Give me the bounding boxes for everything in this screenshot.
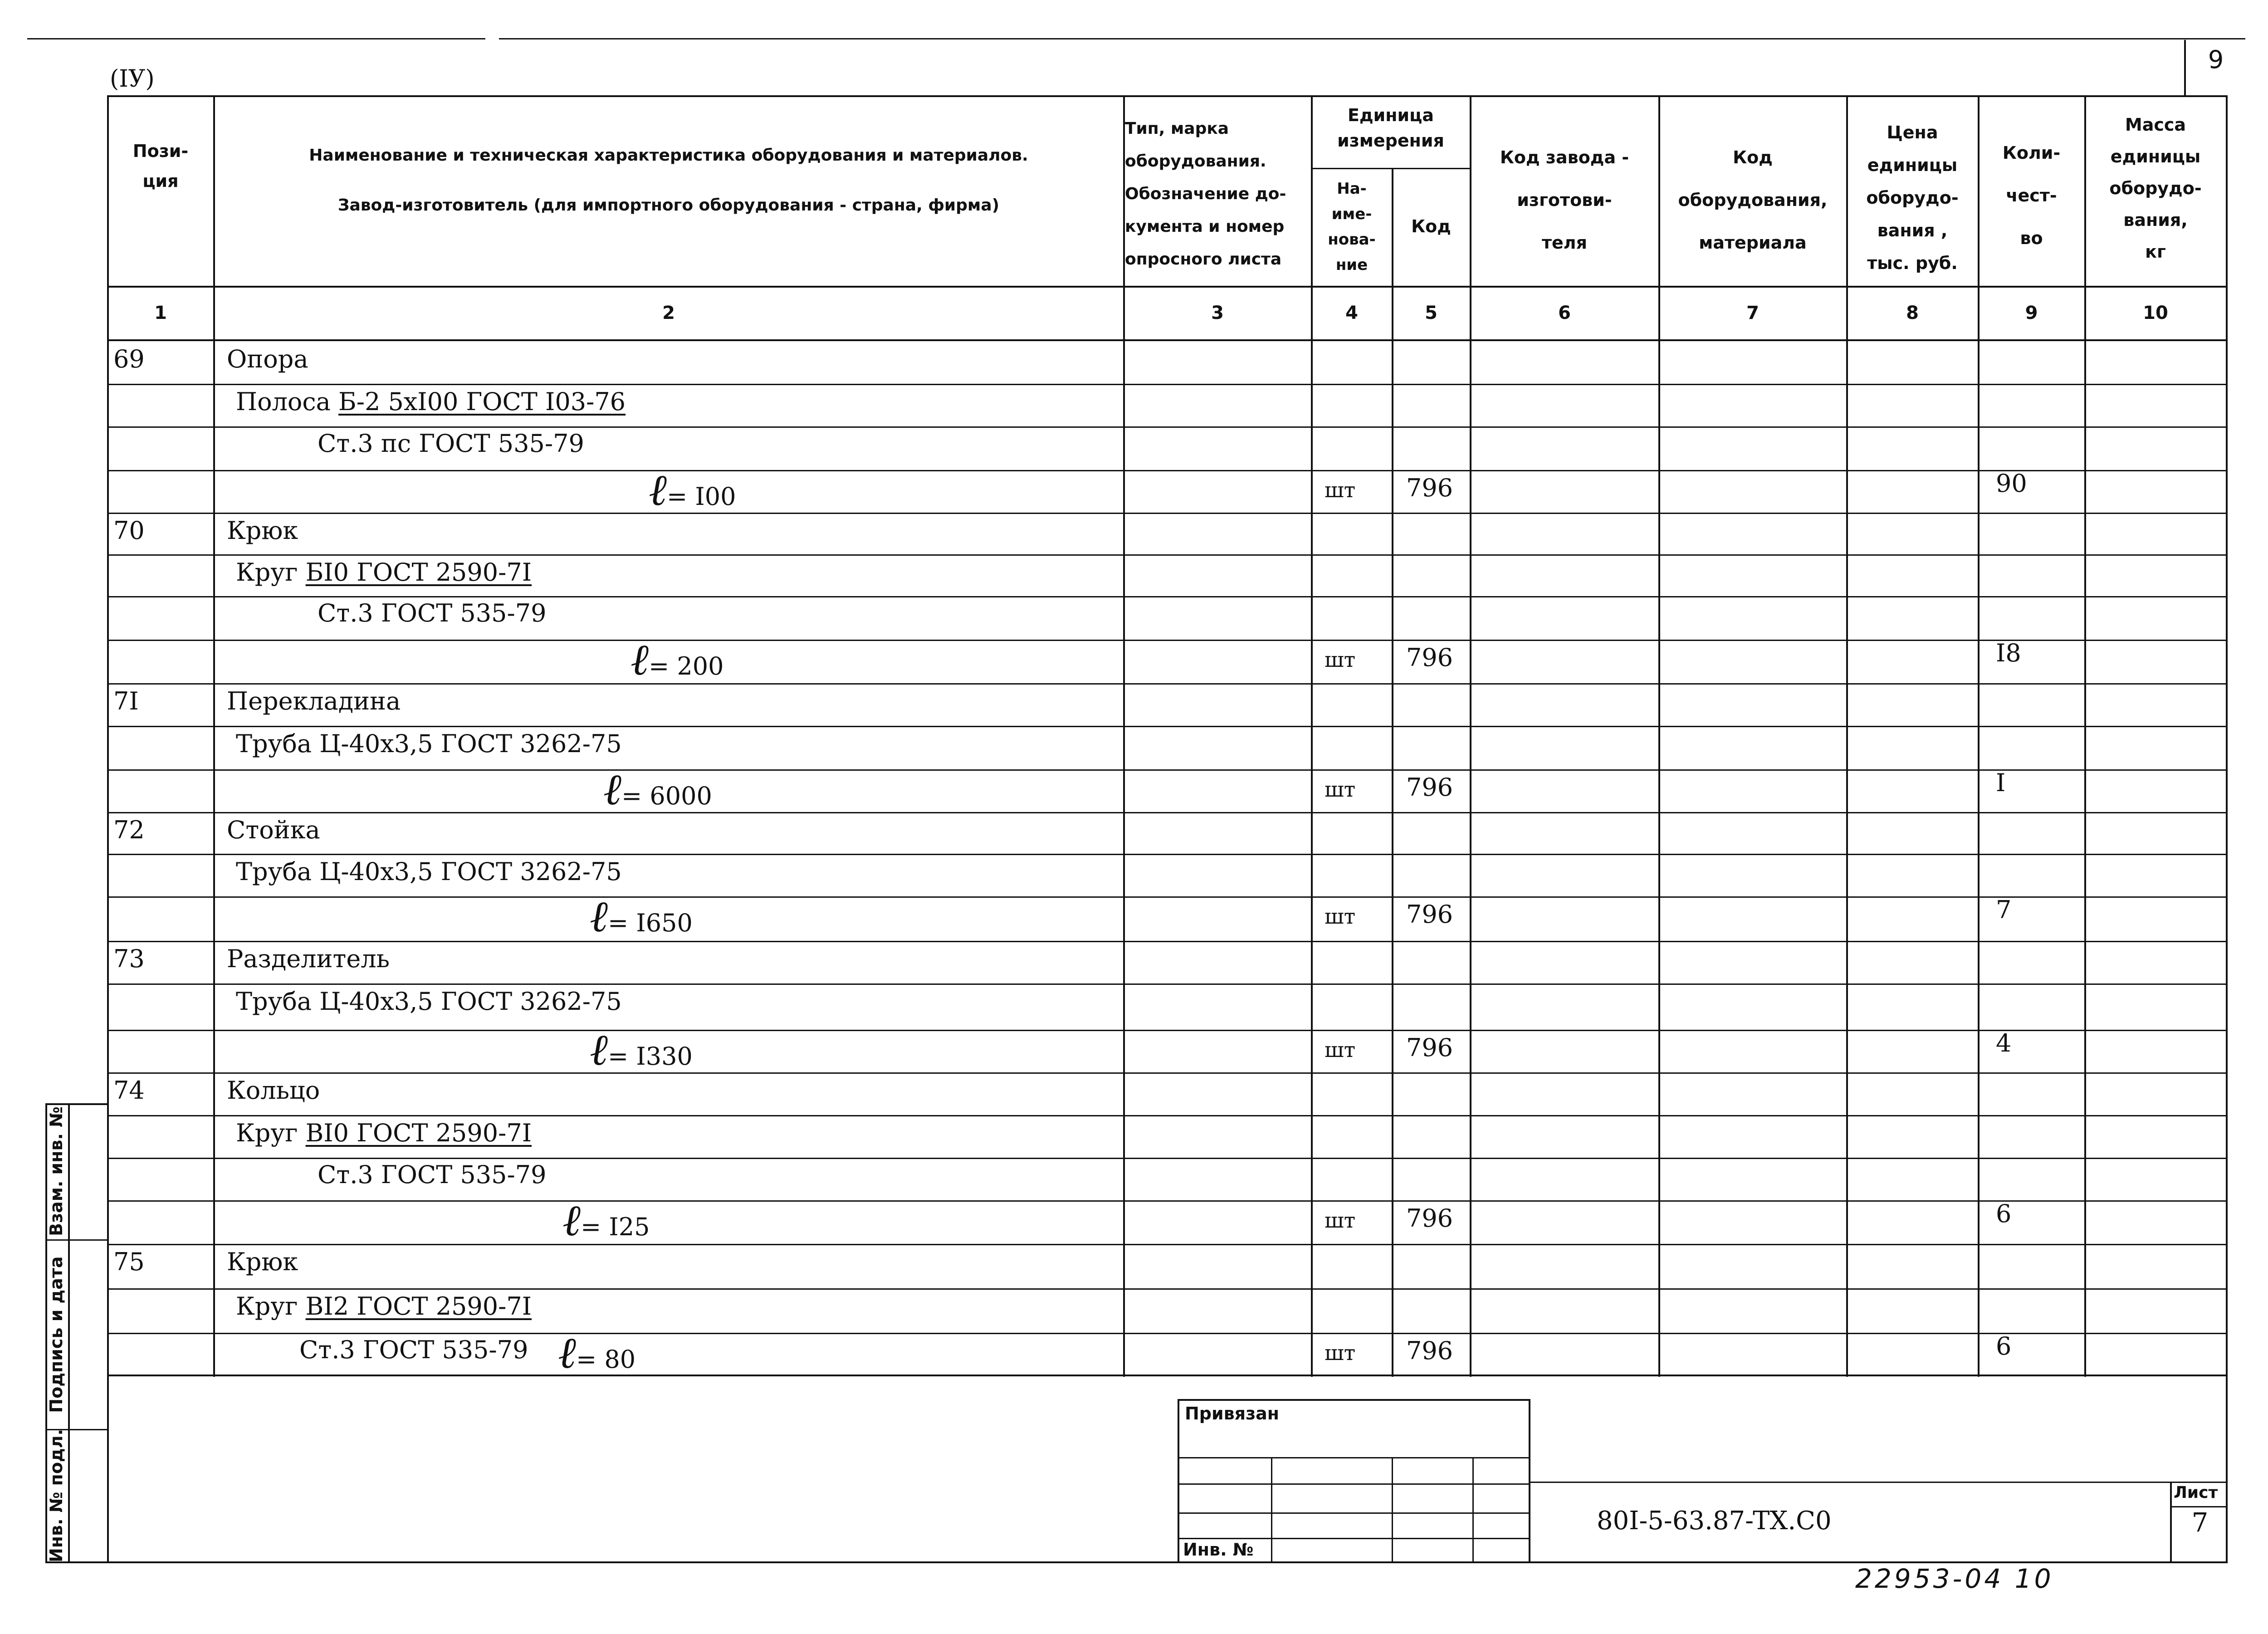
stamp-inv-podl: Инв. № подл. — [46, 1429, 66, 1563]
quantity: 7 — [1996, 895, 2012, 924]
steel-grade: Ст.3 ГОСТ 535-79 — [299, 1336, 528, 1364]
col-number-9: 9 — [2025, 303, 2038, 323]
item-name: Крюк — [227, 516, 298, 545]
unit-name: шт — [1325, 1208, 1356, 1233]
unit-code: 796 — [1406, 1033, 1453, 1062]
row-separator — [107, 426, 2228, 428]
length-symbol: ℓ — [558, 1327, 576, 1378]
stamp-sep-1 — [45, 1239, 109, 1241]
material-type: Труба Ц-40х3,5 ГОСТ 3262-75 — [236, 987, 622, 1016]
header-name-line2: Завод-изготовитель (для импортного оборудования - страна, фирма) — [337, 196, 1000, 215]
quantity: 90 — [1996, 469, 2027, 498]
item-name: Перекладина — [227, 687, 401, 715]
header-name-line1: Наименование и техническая характеристика оборудования и материалов. — [309, 146, 1028, 165]
col-number-4: 4 — [1345, 303, 1358, 323]
page-number-box-left — [2184, 40, 2186, 97]
material-type: Круг — [236, 558, 298, 587]
row-separator — [107, 513, 2228, 514]
page-number: 9 — [2208, 45, 2224, 74]
bound-label: Привязан — [1185, 1404, 1280, 1424]
material-standard: BI0 ГОСТ 2590-7I — [305, 1119, 532, 1147]
row-separator — [107, 941, 2228, 942]
row-separator — [107, 596, 2228, 597]
material-spec — [236, 1292, 532, 1321]
material-standard: БI0 ГОСТ 2590-7I — [305, 558, 532, 587]
position-number: 75 — [113, 1248, 145, 1276]
item-name: Крюк — [227, 1248, 298, 1276]
row-separator — [107, 1200, 2228, 1202]
unit-code: 796 — [1406, 1204, 1453, 1233]
position-number: 69 — [113, 345, 145, 373]
header-quantity: Коли- чест- во — [2002, 143, 2061, 248]
length-value: = I25 — [580, 1213, 650, 1241]
material-spec — [236, 857, 622, 886]
length-symbol: ℓ — [590, 891, 608, 942]
length-value: = I330 — [607, 1042, 693, 1071]
unit-name: шт — [1325, 1037, 1356, 1062]
header-unit-name: На- име- нова- ние — [1328, 180, 1376, 274]
length-symbol: ℓ — [603, 764, 621, 815]
length-value: = I00 — [666, 482, 736, 511]
length-value: = I650 — [607, 909, 693, 937]
row-separator — [107, 726, 2228, 727]
header-unit-code: Код — [1411, 216, 1451, 236]
unit-code: 796 — [1406, 900, 1453, 929]
item-name: Опора — [227, 345, 308, 373]
row-separator — [107, 1333, 2228, 1334]
sheet-label: Лист — [2174, 1483, 2218, 1502]
material-spec — [236, 729, 622, 758]
title-col-c — [1472, 1457, 1474, 1562]
row-separator — [107, 1288, 2228, 1290]
unit-subheader-divider — [1311, 168, 1470, 169]
row-separator — [107, 384, 2228, 385]
header-equipment-code: Код оборудования, материала — [1678, 147, 1828, 253]
item-name: Стойка — [227, 816, 320, 844]
archive-number: 22953-04 10 — [1855, 1563, 2054, 1594]
material-spec — [236, 987, 622, 1016]
length-spec — [649, 465, 736, 515]
row-separator — [107, 854, 2228, 855]
quantity: 4 — [1996, 1029, 2012, 1057]
position-number: 70 — [113, 516, 145, 545]
row-separator — [107, 1244, 2228, 1245]
material-spec — [236, 387, 626, 416]
stamp-mid-border — [68, 1103, 70, 1563]
unit-name: шт — [1325, 1340, 1356, 1365]
sheet-box-left — [2170, 1482, 2172, 1562]
steel-grade: Ст.3 ГОСТ 535-79 — [318, 599, 547, 627]
doc-code-top — [1529, 1482, 2228, 1483]
header-top-border — [107, 95, 2228, 97]
title-col-b — [1392, 1457, 1393, 1562]
section-mark: (IУ) — [110, 65, 155, 93]
frame-right-border — [2226, 95, 2228, 1563]
header-unit: Единица измерения — [1337, 105, 1444, 151]
unit-name: шт — [1325, 647, 1356, 672]
row-separator — [107, 683, 2228, 685]
length-spec — [590, 891, 693, 942]
position-number: 72 — [113, 816, 145, 844]
row-separator — [107, 896, 2228, 898]
col-number-2: 2 — [662, 303, 675, 323]
row-separator — [107, 470, 2228, 471]
row-separator — [107, 640, 2228, 641]
col-number-6: 6 — [1558, 303, 1571, 323]
length-spec — [558, 1327, 636, 1378]
top-rule-right — [499, 38, 2245, 39]
row-separator — [107, 769, 2228, 771]
row-separator — [107, 983, 2228, 985]
document-code: 80I-5-63.87-TX.C0 — [1597, 1506, 1832, 1536]
title-block-top — [1178, 1399, 1530, 1401]
item-name: Кольцо — [227, 1076, 320, 1105]
title-row-2 — [1178, 1483, 1530, 1485]
length-spec — [603, 764, 712, 815]
quantity: 6 — [1996, 1199, 2012, 1228]
header-position: Пози- ция — [132, 141, 189, 191]
position-number: 73 — [113, 944, 145, 973]
length-spec — [631, 634, 724, 685]
col-divider-4 — [1392, 168, 1393, 1377]
title-row-3 — [1178, 1512, 1530, 1514]
row-separator — [107, 1072, 2228, 1074]
material-type: Полоса — [236, 387, 331, 416]
sheet-number: 7 — [2191, 1507, 2209, 1538]
stamp-podpis: Подпись и дата — [46, 1256, 66, 1413]
length-symbol: ℓ — [562, 1195, 581, 1246]
material-type: Труба Ц-40х3,5 ГОСТ 3262-75 — [236, 729, 622, 758]
inv-label: Инв. № — [1183, 1540, 1254, 1560]
title-col-a — [1271, 1457, 1272, 1562]
col-number-10: 10 — [2143, 303, 2168, 323]
steel-grade: Ст.3 ГОСТ 535-79 — [318, 1160, 547, 1189]
item-name: Разделитель — [227, 944, 390, 973]
steel-grade: Ст.3 пс ГОСТ 535-79 — [318, 429, 584, 458]
row-separator — [107, 1115, 2228, 1116]
unit-name: шт — [1325, 904, 1356, 929]
unit-code: 796 — [1406, 474, 1453, 502]
header-type: Тип, марка оборудования. Обозначение до- кумента и номер опросного листа — [1125, 119, 1286, 269]
length-symbol: ℓ — [590, 1024, 608, 1075]
material-standard: Б-2 5хI00 ГОСТ I03-76 — [338, 387, 626, 416]
unit-code: 796 — [1406, 1336, 1453, 1365]
col-number-1: 1 — [154, 303, 167, 323]
header-mass: Масса единицы оборудо- вания, кг — [2109, 115, 2202, 262]
col-number-7: 7 — [1746, 303, 1759, 323]
length-value: = 80 — [576, 1345, 636, 1374]
row-separator — [107, 1030, 2228, 1031]
header-price: Цена единицы оборудо- вания , тыс. руб. — [1866, 122, 1959, 273]
unit-code: 796 — [1406, 643, 1453, 672]
title-row-1 — [1178, 1457, 1530, 1458]
table-body-bottom-border — [107, 1375, 2228, 1376]
length-value: = 6000 — [621, 782, 712, 810]
length-spec — [590, 1024, 693, 1075]
quantity: I8 — [1996, 639, 2021, 667]
col-number-3: 3 — [1211, 303, 1224, 323]
length-symbol: ℓ — [631, 634, 649, 685]
row-separator — [107, 554, 2228, 556]
stamp-vzam: Взам. инв. № — [46, 1106, 66, 1236]
unit-name: шт — [1325, 478, 1356, 502]
material-standard: BI2 ГОСТ 2590-7I — [305, 1292, 532, 1321]
unit-name: шт — [1325, 777, 1356, 802]
material-spec — [236, 558, 532, 587]
position-number: 74 — [113, 1076, 145, 1105]
quantity: 6 — [1996, 1332, 2012, 1360]
top-rule-left — [27, 38, 485, 39]
quantity: I — [1996, 768, 2006, 797]
material-type: Круг — [236, 1292, 298, 1321]
row-separator — [107, 812, 2228, 813]
position-number: 7I — [113, 687, 139, 715]
col-number-5: 5 — [1425, 303, 1437, 323]
header-factory-code: Код завода - изготови- теля — [1500, 147, 1629, 253]
unit-code: 796 — [1406, 773, 1453, 802]
row-separator — [107, 1158, 2228, 1159]
material-spec — [236, 1119, 532, 1148]
material-type: Труба Ц-40х3,5 ГОСТ 3262-75 — [236, 857, 622, 886]
length-spec — [562, 1195, 650, 1246]
length-value: = 200 — [648, 652, 724, 680]
col-number-8: 8 — [1906, 303, 1919, 323]
length-symbol: ℓ — [649, 465, 667, 515]
title-row-4 — [1178, 1538, 1530, 1539]
material-type: Круг — [236, 1119, 298, 1147]
